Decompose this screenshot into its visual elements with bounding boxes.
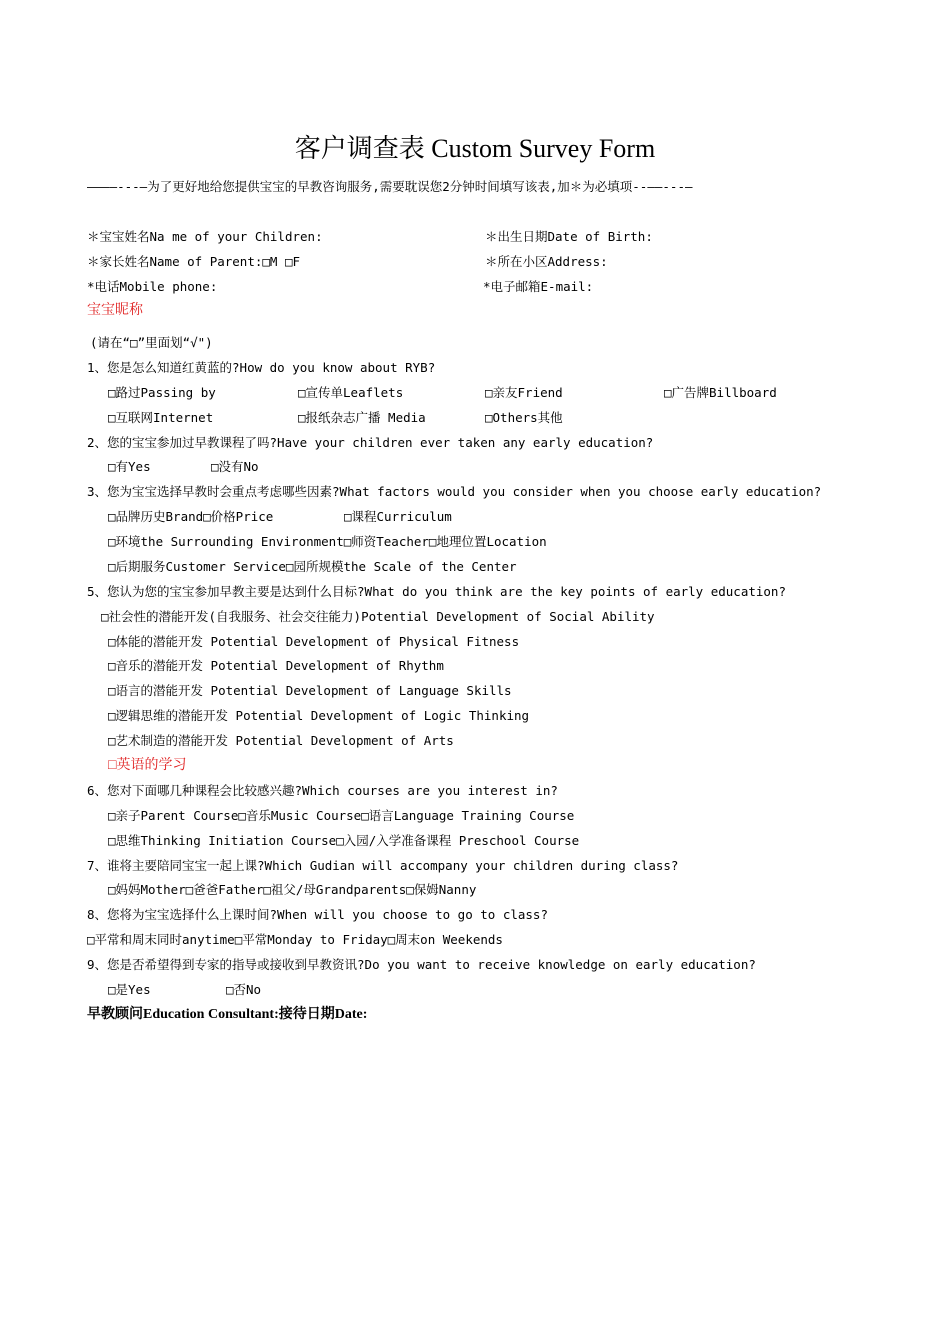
q1-option-billboard[interactable]: □广告牌Billboard bbox=[664, 385, 777, 400]
question-9: 9、您是否希望得到专家的指导或接收到早教资讯?Do you want to receive knowledge on early education? bbox=[87, 957, 756, 972]
q1-option-internet[interactable]: □互联网Internet bbox=[108, 410, 214, 425]
q6-options-thinking-preschool[interactable]: □思维Thinking Initiation Course□入园/入学准备课程 Preschool Course bbox=[108, 833, 580, 848]
q5-option-rhythm[interactable]: □音乐的潜能开发 Potential Development of Rhythm bbox=[108, 658, 444, 673]
phone-field[interactable]: *电话Mobile phone: bbox=[87, 279, 218, 294]
q1-option-passing[interactable]: □路过Passing by bbox=[108, 385, 216, 400]
q3-option-curriculum[interactable]: □课程Curriculum bbox=[344, 509, 452, 524]
birth-date-field[interactable]: ＊出生日期Date of Birth: bbox=[485, 229, 653, 244]
question-8: 8、您将为宝宝选择什么上课时间?When will you choose to go to class? bbox=[87, 907, 548, 922]
q1-option-media[interactable]: □报纸杂志广播 Media bbox=[298, 410, 426, 425]
q9-option-no[interactable]: □否No bbox=[226, 982, 262, 997]
q8-options[interactable]: □平常和周末同时anytime□平常Monday to Friday□周末on Weekends bbox=[87, 932, 503, 947]
q9-option-yes[interactable]: □是Yes bbox=[108, 982, 151, 997]
q2-option-no[interactable]: □没有No bbox=[211, 459, 259, 474]
q5-option-english[interactable]: □英语的学习 bbox=[108, 758, 187, 773]
q7-options[interactable]: □妈妈Mother□爸爸Father□祖父/母Grandparents□保姆Nanny bbox=[108, 882, 477, 897]
q5-option-language[interactable]: □语言的潜能开发 Potential Development of Language Skills bbox=[108, 683, 512, 698]
question-2: 2、您的宝宝参加过早教课程了吗?Have your children ever taken any early education? bbox=[87, 435, 654, 450]
q3-options-brand-price[interactable]: □品牌历史Brand□价格Price bbox=[108, 509, 274, 524]
question-6: 6、您对下面哪几种课程会比较感兴趣?Which courses are you interest in? bbox=[87, 783, 558, 798]
q1-option-friend[interactable]: □亲友Friend bbox=[485, 385, 563, 400]
q5-option-social[interactable]: □社会性的潜能开发(自我服务、社会交往能力)Potential Development of Social Ability bbox=[101, 609, 655, 624]
question-5: 5、您认为您的宝宝参加早教主要是达到什么目标?What do you think are the key points of early education? bbox=[87, 584, 786, 599]
email-field[interactable]: *电子邮箱E-mail: bbox=[483, 279, 594, 294]
q5-option-arts[interactable]: □艺术制造的潜能开发 Potential Development of Arts bbox=[108, 733, 454, 748]
instruction-text: (请在“□”里面划“√") bbox=[90, 335, 213, 350]
question-1: 1、您是怎么知道红黄蓝的?How do you know about RYB? bbox=[87, 360, 436, 375]
q5-option-logic[interactable]: □逻辑思维的潜能开发 Potential Development of Logic Thinking bbox=[108, 708, 530, 723]
parent-name-field[interactable]: ＊家长姓名Name of Parent:□M □F bbox=[87, 254, 301, 269]
question-7: 7、谁将主要陪同宝宝一起上课?Which Gudian will accompany your children during class? bbox=[87, 858, 679, 873]
q1-option-others[interactable]: □Others其他 bbox=[485, 410, 563, 425]
q3-options-service[interactable]: □后期服务Customer Service□园所规模the Scale of the Center bbox=[108, 559, 517, 574]
page-title: 客户调查表 Custom Survey Form bbox=[294, 134, 656, 163]
q6-options-parent-music-language[interactable]: □亲子Parent Course□音乐Music Course□语言Language Training Course bbox=[108, 808, 575, 823]
nickname-field[interactable]: 宝宝昵称 bbox=[87, 303, 143, 318]
intro-text: ————---—为了更好地给您提供宝宝的早教咨询服务,需要耽误您2分钟时间填写该表,加＊为必填项--——---— bbox=[87, 179, 693, 194]
child-name-field[interactable]: ＊宝宝姓名Na me of your Children: bbox=[87, 229, 323, 244]
q5-option-physical[interactable]: □体能的潜能开发 Potential Development of Physical Fitness bbox=[108, 634, 520, 649]
q2-option-yes[interactable]: □有Yes bbox=[108, 459, 151, 474]
q1-option-leaflets[interactable]: □宣传单Leaflets bbox=[298, 385, 404, 400]
consultant-date-line[interactable]: 早教顾问Education Consultant:接待日期Date: bbox=[87, 1007, 368, 1022]
address-field[interactable]: ＊所在小区Address: bbox=[485, 254, 608, 269]
q3-options-environment[interactable]: □环境the Surrounding Environment□师资Teacher□地理位置Location bbox=[108, 534, 547, 549]
question-3: 3、您为宝宝选择早教时会重点考虑哪些因素?What factors would you consider when you choose early education? bbox=[87, 484, 822, 499]
